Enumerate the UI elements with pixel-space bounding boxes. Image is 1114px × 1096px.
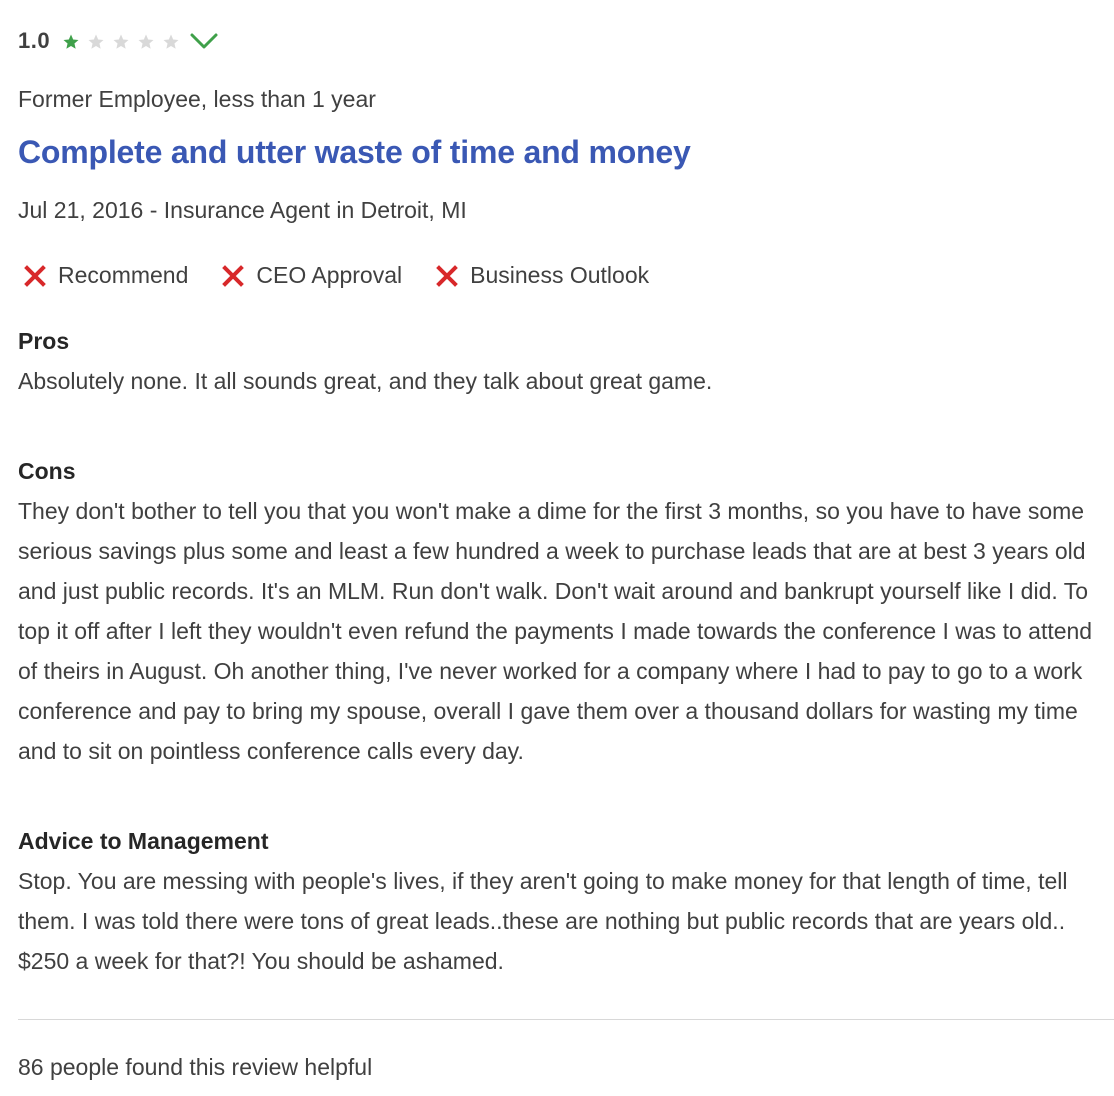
x-icon xyxy=(436,265,458,287)
star-icon xyxy=(62,33,80,51)
divider xyxy=(18,1019,1114,1020)
indicator-ceo-approval xyxy=(222,262,402,289)
indicator-label: Recommend xyxy=(58,262,189,288)
rating-indicators xyxy=(24,262,683,289)
pros-heading: Pros xyxy=(18,328,70,354)
employee-status: Former Employee, less than 1 year xyxy=(18,86,376,112)
rating-row xyxy=(18,26,219,56)
indicator-label: CEO Approval xyxy=(256,262,403,288)
star-icon xyxy=(87,33,105,51)
indicator-label: Business Outlook xyxy=(470,262,650,288)
chevron-down-icon[interactable] xyxy=(189,29,219,53)
cons-heading: Cons xyxy=(18,458,76,484)
star-icon xyxy=(137,33,155,51)
x-icon xyxy=(24,265,46,287)
advice-body: Stop. You are messing with people's lives, if they aren't going to make money for that length of time, tell them. I was told there were tons of great leads..these are nothing but public records that are years old.. $250 a week for that?! You should be ashamed. xyxy=(18,868,1068,974)
indicator-recommend xyxy=(24,262,188,289)
x-icon xyxy=(222,265,244,287)
advice-heading: Advice to Management xyxy=(18,828,269,854)
review-title-link[interactable]: Complete and utter waste of time and money xyxy=(18,134,691,170)
cons-body: They don't bother to tell you that you won't make a dime for the first 3 months, so you have to have some serious savings plus some and least a few hundred a week to purchase leads that are at best 3 years old and just public records. It's an MLM. Run don't walk. Don't wait around and bankrupt yourself like I did. To top it off after I left they wouldn't even refund the payments I made towards the conference I was to attend of theirs in August. Oh another thing, I've never worked for a company where I had to pay to go to a work conference and pay to bring my spouse, overall I gave them over a thousand dollars for wasting my time and to sit on pointless conference calls every day. xyxy=(18,498,1093,764)
pros-body: Absolutely none. It all sounds great, and they talk about great game. xyxy=(18,368,713,394)
star-icon xyxy=(112,33,130,51)
star-rating xyxy=(62,32,187,50)
star-icon xyxy=(162,33,180,51)
helpful-count: 86 people found this review helpful xyxy=(18,1054,373,1080)
review-meta: Jul 21, 2016 - Insurance Agent in Detroit, MI xyxy=(18,197,467,223)
indicator-business-outlook xyxy=(436,262,649,289)
rating-value: 1.0 xyxy=(18,28,51,53)
